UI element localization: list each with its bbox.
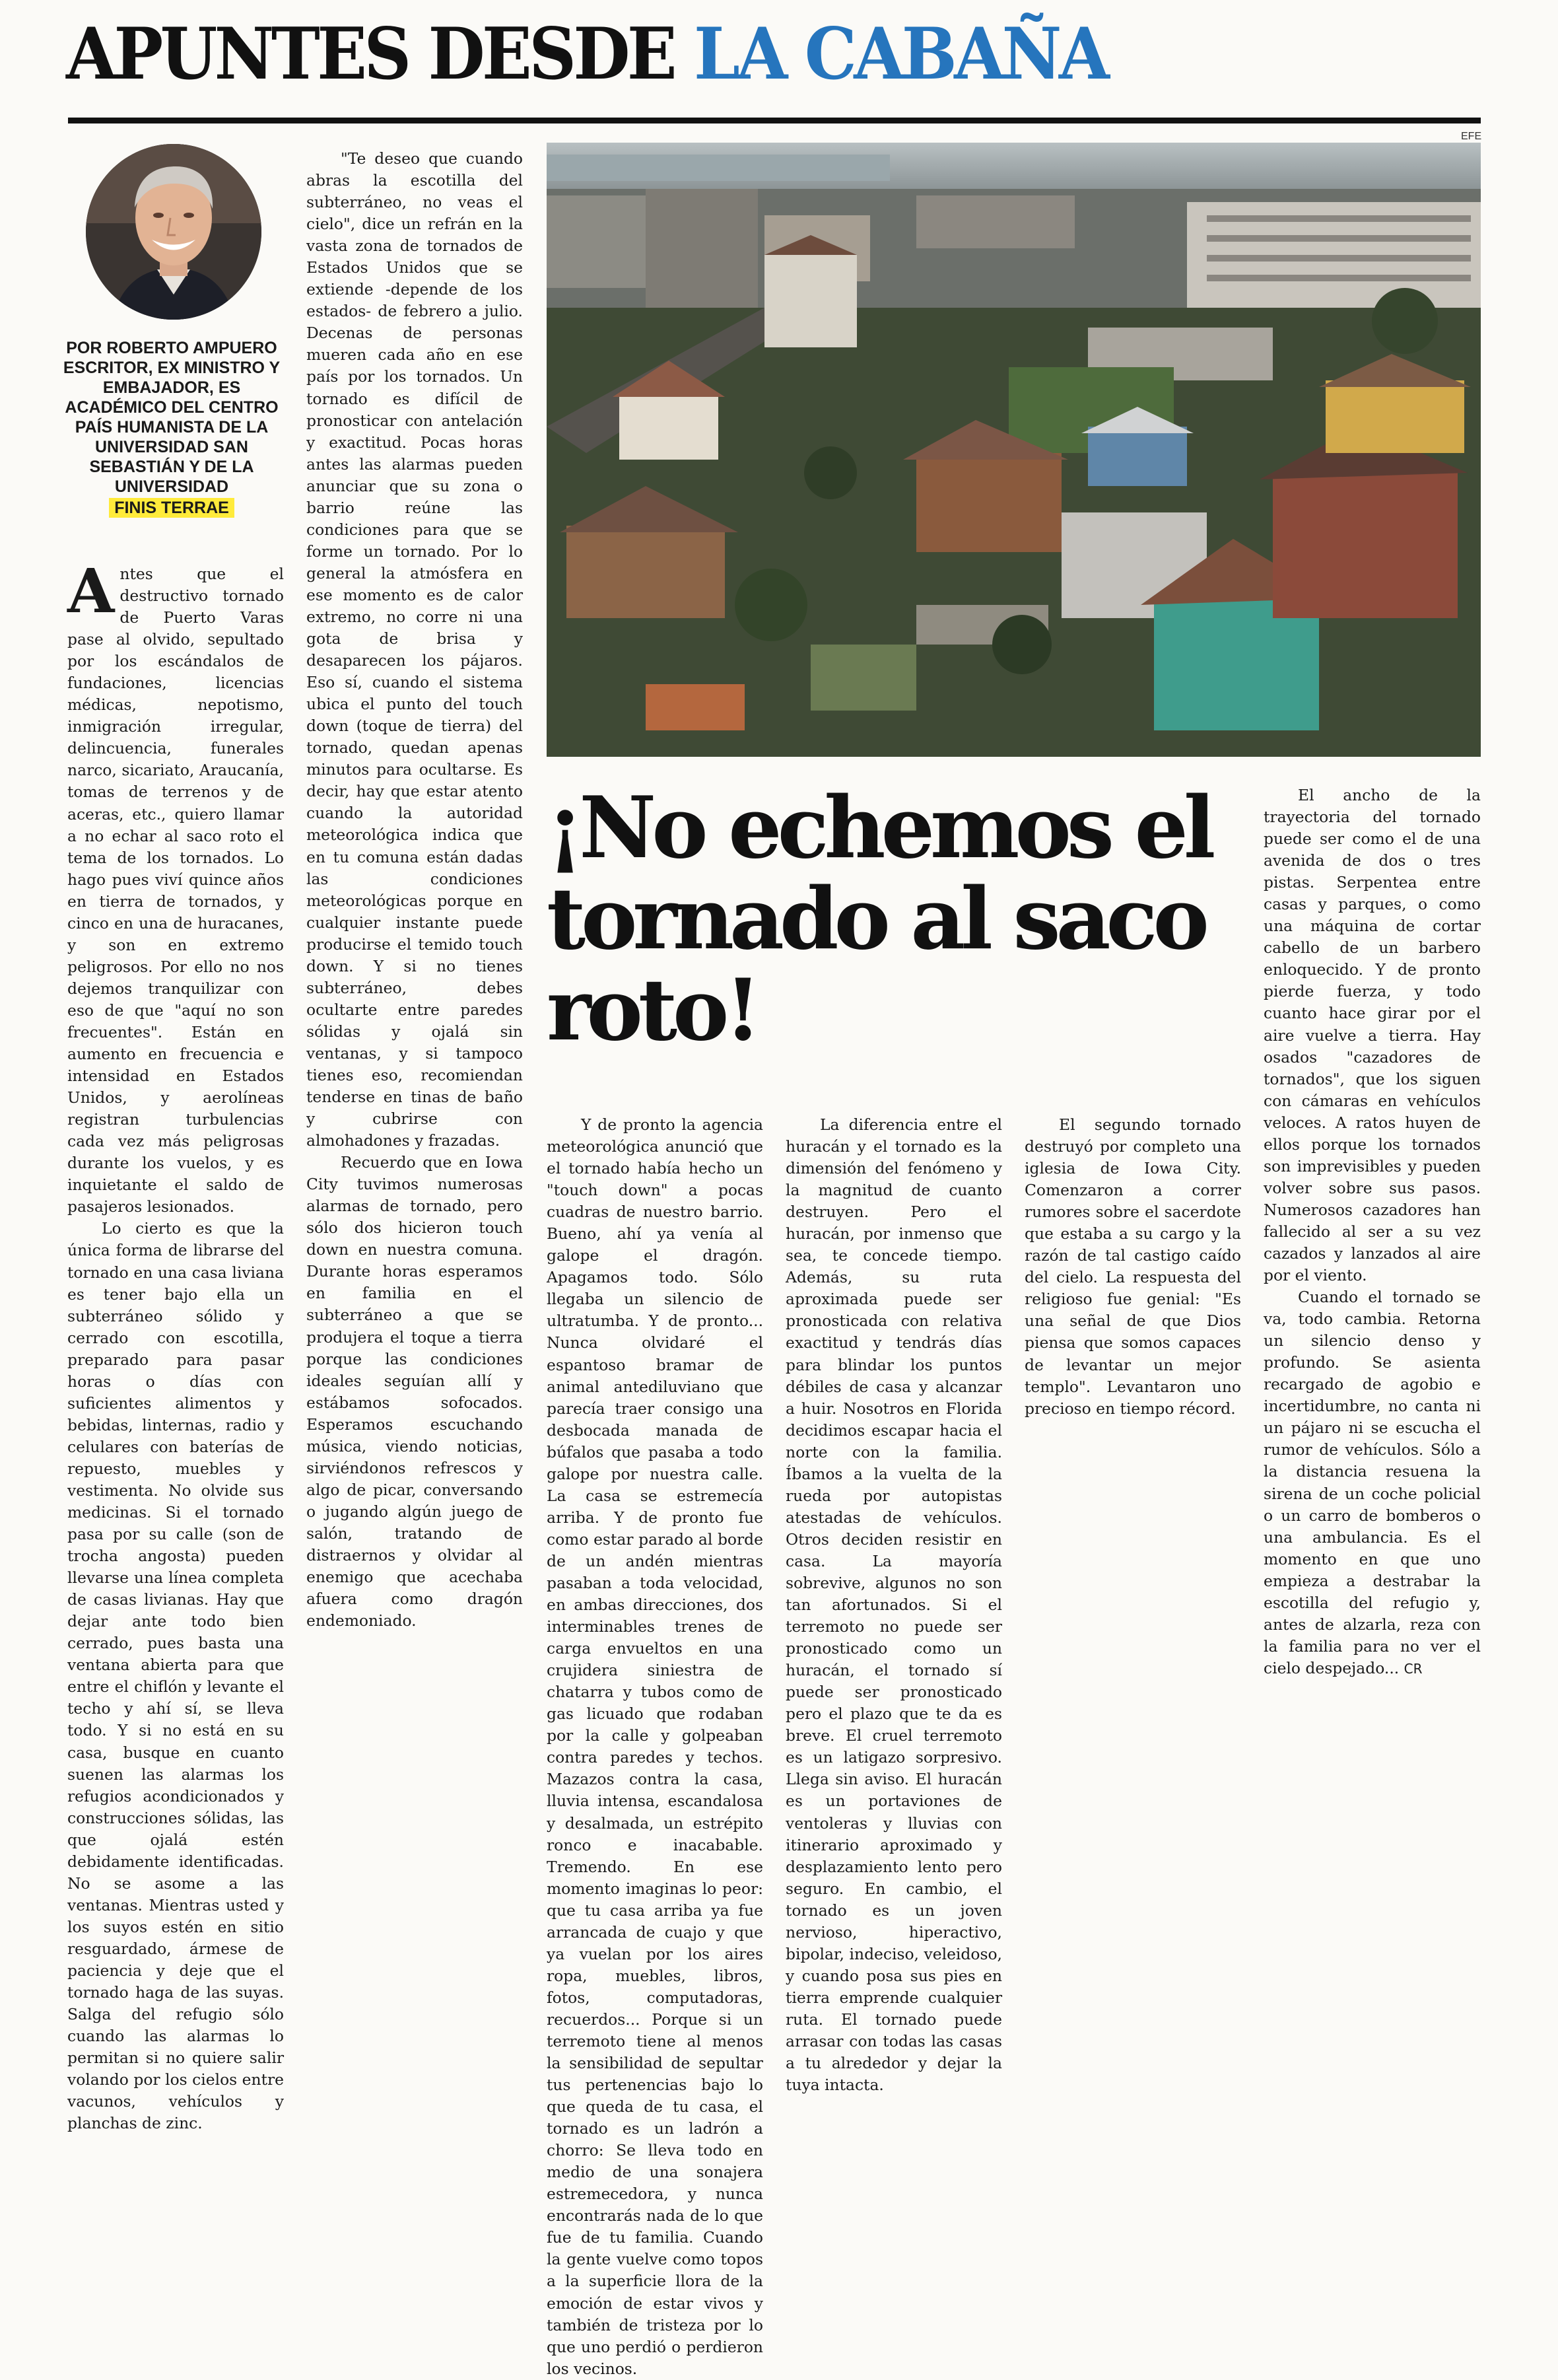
article-paragraph-7: El segundo tornado destruyó por completo una iglesia de Iowa City. Comenzaron a correr rumores sobre el sacerdote que estaba a su cargo y la razón de tal castigo caído del cielo. La respuesta del religioso fue genial: "Es una señal de que Dios piensa que somos capaces de levantar un mejor templo". Levantaron uno precioso en tiempo récord. — [1025, 1115, 1241, 1418]
aerial-town-photo — [547, 143, 1481, 757]
article-paragraph-5: Y de pronto la agencia meteorológica anunció que el tornado había hecho un "touch down" a pocas cuadras de nuestro barrio. Bueno, ahí ya venía al galope el dragón. Apagamos todo. Sólo llegaba un silencio de ultratumba. Y de pronto... Nunca olvidaré el espantoso bramar de animal antediluviano que parecía traer consigo una desbocada manada de búfalos que pasaba a todo galope por nuestra calle. La casa se estremecía arriba. Y de pronto fue como estar parado al borde de un andén mientras pasaban a toda velocidad, en ambas direcciones, dos interminables trenes de carga envueltos en una crujidera siniestra de chatarra y tubos como de gas licuado que rodaban por la calle y golpeaban contra paredes y techos. Mazazos contra la casa, lluvia intensa, escandalosa y desalmada, un estrépito ronco e inacabable. Tremendo. En ese momento imaginas lo peor: que tu casa arriba ya fue arrancada de cuajo y que ya vuelan por los aires ropa, muebles, libros, fotos, computadoras, recuerdos... Porque si un terremoto tiene al menos la sensibilidad de sepultar tus pertenencias bajo lo que queda de tu casa, el tornado es un ladrón a chorro: Se lleva todo en medio de una sonajera estremecedora, y nunca encontrarás nada de lo que fue de tu familia. Cuando la gente vuelve como topos a la superficie llora de la emoción de estar vivos y también de tristeza por lo que uno perdió o perdieron los vecinos. — [547, 1115, 763, 2378]
article-column-3 — [547, 1114, 763, 2380]
author-portrait-image — [86, 144, 261, 320]
article-paragraph-8: El ancho de la trayectoria del tornado puede ser como el de una avenida de dos o tres pistas. Serpentea entre casas y parques, o como una máquina de cortar cabello de un barbero enloquecido. Y de pronto pierde fuerza, y todo cuanto hace girar por el aire vuelve a tierra. Hay osados "cazadores de tornados", que los siguen con cámaras en vehículos veloces. A ratos huyen de ellos porque los tornados son imprevisibles y pueden volver sobre sus pasos. Numerosos cazadores han fallecido al ser a su vez cazados y lanzados al aire por el viento. — [1264, 786, 1481, 1285]
article-paragraph-4: Recuerdo que en Iowa City tuvimos numerosas alarmas de tornado, pero sólo dos hicieron touch down en nuestra comuna. Durante horas esperamos en familia en el subterráneo a que se produjera el toque a tierra porque las condiciones ideales seguían allí y estábamos sofocados. Esperamos escuchando música, viendo noticias, sirviéndonos refrescos y algo de picar, conversando o jugando algún juego de salón, tratando de distraernos y olvidar al enemigo que acechaba afuera como dragón endemoniado. — [306, 1153, 523, 1630]
tornado-damage-photo — [547, 143, 1481, 757]
article-paragraph-2: Lo cierto es que la única forma de librarse del tornado en una casa liviana es tener bajo ella un subterráneo sólido y cerrado con escotilla, preparado para pasar horas o días con suficientes alimentos y bebidas, linternas, radio y celulares con baterías de repuesto, muebles y vestimenta. No olvide sus medicinas. Si el tornado pasa por su calle (son de trocha angosta) pueden llevarse una línea completa de casas livianas. Hay que dejar ante todo bien cerrado, pues basta una ventana abierta para que entre el chiflón y levante el techo y ahí sí, se lleva todo. Y si no está en su casa, busque en cuanto suenen las alarmas los refugios acondicionados y construcciones sólidas, las que ojalá estén debidamente identificadas. No se asome a las ventanas. Mientras usted y los suyos estén en sitio resguardado, ármese de paciencia y deje que el tornado haga de las suyas. Salga del refugio sólo cuando las alarmas lo permitan si no quiere salir volando por los cielos entre vacunos, vehículos y planchas de zinc. — [67, 1219, 284, 2133]
end-mark: CR — [1404, 1660, 1423, 1677]
author-byline — [59, 338, 284, 518]
paragraph-1-text: ntes que el destructivo tornado de Puerto Varas pase al olvido, sepultado por los escándalos de fundaciones, licencias médicas, nepotismo, inmigración irregular, delincuencia, funerales narco, sicariato, Araucanía, tomas de terrenos y de aceras, etc., quiero llamar a no echar al saco roto el tema de los tornados. Lo hago pues viví quince años en tierra de tornados, y cinco en una de huracanes, y son en extremo peligrosos. Por ello no nos dejemos tranquilizar con eso de que "aquí no son frecuentes". Están en aumento en frecuencia e intensidad en Estados Unidos, y aerolíneas registran turbulencias cada vez más peligrosas durante los vuelos, y es inquietante el saldo de pasajeros lesionados. — [67, 565, 284, 1216]
photo-credit: EFE — [1461, 131, 1482, 142]
article-column-4 — [786, 1114, 1002, 2096]
drop-cap: A — [67, 555, 115, 627]
article-column-2 — [306, 148, 523, 1632]
kicker-part-1: APUNTES DESDE — [66, 13, 675, 96]
article-column-6 — [1264, 785, 1481, 1680]
article-paragraph-3: "Te deseo que cuando abras la escotilla del subterráneo, no veas el cielo", dice un refrán en la vasta zona de tornados de Estados Unidos que se extiende -depende de los estados- de febrero a julio. Decenas de personas mueren cada año en ese país por los tornados. Un tornado es difícil de pronosticar con antelación y exactitud. Pocas horas antes las alarmas pueden anunciar que su zona o barrio reúne las condiciones para que se forme un tornado. Por lo general la atmósfera en ese momento es de calor extremo, no corre ni una gota de brisa y desaparecen los pájaros. Eso sí, cuando el sistema ubica el punto del touch down (toque de tierra) del tornado, quedan apenas minutos para ocultarse. Es decir, hay que estar atento cuando la autoridad meteorológica indica que en tu comuna están dadas las condiciones meteorológicas porque en cualquier instante puede producirse el temido touch down. Y si no tienes subterráneo, debes ocultarte entre paredes sólidas y ojalá sin ventanas, y si tampoco tienes eso, recomiendan tenderse en tinas de baño y cubrirse con almohadones y frazadas. — [306, 149, 523, 1150]
article-paragraph-6: La diferencia entre el huracán y el tornado es la dimensión del fenómeno y la magnitud de cuanto destruyen. Pero el huracán, por inmenso que sea, te concede tiempo. Además, su ruta aproximada puede ser pronosticada con relativa exactitud y tendrás días para blindar los puntos débiles de casa y alcanzar a huir. Nosotros en Florida decidimos escapar hacia el norte con la familia. Íbamos a la vuelta de la rueda por autopistas atestadas de vehículos. Otros deciden resistir en casa. La mayoría sobrevive, algunos no son tan afortunados. Si el terremoto no puede ser pronosticado como un huracán, el tornado sí puede ser pronosticado pero el plazo que te da es breve. El cruel terremoto es un latigazo sorpresivo. Llega sin aviso. El huracán es un portaviones de ventoleras y lluvias con itinerario aproximado y desplazamiento lento pero seguro. En cambio, el tornado es un joven nervioso, hiperactivo, bipolar, indeciso, veleidoso, y cuando posa sus pies en tierra emprende cualquier ruta. El tornado puede arrasar con todas las casas a tu alrededor y dejar la tuya intacta. — [786, 1115, 1002, 2095]
byline-highlight: FINIS TERRAE — [109, 498, 234, 518]
article-headline: ¡No echemos el tornado al saco roto! — [547, 779, 1211, 1060]
article-paragraph-1 — [67, 555, 284, 1218]
article-column-1 — [67, 555, 284, 2134]
header-rule — [68, 118, 1481, 123]
article-paragraph-9 — [1264, 1286, 1481, 1680]
section-kicker — [66, 15, 1106, 94]
article-column-5 — [1025, 1114, 1241, 1420]
kicker-part-2: LA CABAÑA — [694, 13, 1107, 96]
byline-text: POR ROBERTO AMPUERO ESCRITOR, EX MINISTRO Y EMBAJADOR, ES ACADÉMICO DEL CENTRO PAÍS HUMANISTA DE LA UNIVERSIDAD SAN SEBASTIÁN Y DE LA UNIVERSIDAD — [63, 339, 281, 496]
author-portrait — [86, 144, 261, 320]
paragraph-9-text: Cuando el tornado se va, todo cambia. Retorna un silencio denso y profundo. Se asienta recargado de agobio e incertidumbre, no canta ni un pájaro ni se escucha el rumor de vehículos. Sólo a la distancia resuena la sirena de un coche policial o un carro de bomberos o una ambulancia. Es el momento en que uno empieza a destrabar la escotilla del refugio y, antes de alzarla, reza con la familia para no ver el cielo despejado... — [1264, 1288, 1481, 1677]
